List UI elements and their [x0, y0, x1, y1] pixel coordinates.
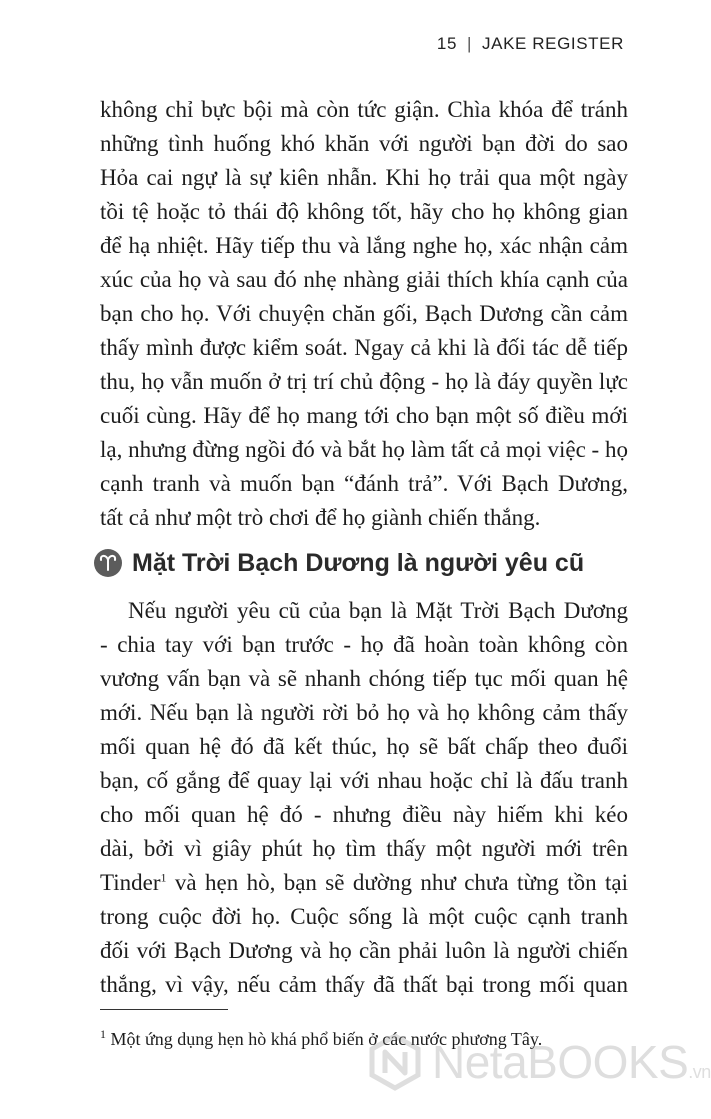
- text-line: cuối cùng. Hãy để họ mang tới cho bạn một số điều mới: [100, 403, 628, 428]
- text-line: cho mối quan hệ đó - nhưng điều này hiếm khi kéo: [100, 802, 628, 827]
- footnote-divider: [100, 1009, 228, 1010]
- text-line: đối với Bạch Dương và họ cần phải luôn là người chiến: [100, 938, 628, 963]
- text-line: thấy mình được kiểm soát. Ngay cả khi là đối tác dễ tiếp: [100, 335, 628, 360]
- text-line: những tình huống khó khăn với người bạn đời do sao: [100, 131, 628, 156]
- watermark-brand: [432, 1035, 711, 1089]
- watermark: [366, 1030, 711, 1094]
- text-line: - chia tay với bạn trước - họ đã hoàn toàn không còn: [100, 632, 628, 657]
- text-line: thắng, vì vậy, nếu cảm thấy đã thất bại trong mối quan: [100, 972, 628, 997]
- paragraph-intro: [100, 93, 628, 535]
- text-line: lạ, nhưng đừng ngồi đó và bắt họ làm tất cả mọi việc - họ: [100, 437, 628, 462]
- section-title: Mặt Trời Bạch Dương là người yêu cũ: [132, 548, 585, 577]
- text-line: để hạ nhiệt. Hãy tiếp thu và lắng nghe họ, xác nhận cảm: [100, 233, 628, 258]
- aries-icon: [94, 549, 122, 577]
- text-line: bạn, cố gắng để quay lại với nhau hoặc chỉ là đấu tranh: [100, 768, 628, 793]
- author-name: JAKE REGISTER: [482, 34, 624, 53]
- text-line: thu, họ vẫn muốn ở trị trí chủ động - họ là đáy quyền lực: [100, 369, 628, 394]
- footnote-reference[interactable]: 1: [160, 870, 167, 885]
- watermark-tld: .vn: [688, 1062, 711, 1082]
- text-fragment: và hẹn hò, bạn sẽ dường như chưa từng tồn tại: [166, 870, 628, 895]
- netabooks-logo-icon: [366, 1033, 424, 1091]
- section-heading: [94, 545, 584, 581]
- text-line: tất cả như một trò chơi để họ giành chiến thắng.: [100, 505, 541, 530]
- text-line: cạnh tranh và muốn bạn “đánh trả”. Với Bạch Dương,: [100, 471, 628, 496]
- text-line: bạn cho họ. Với chuyện chăn gối, Bạch Dương cần cảm: [100, 301, 628, 326]
- text-line: dài, bởi vì giây phút họ tìm thấy một người mới trên: [100, 836, 628, 861]
- watermark-brand-name: NetaBOOKS: [432, 1036, 689, 1088]
- text-line: Hỏa cai ngự là sự kiên nhẫn. Khi họ trải qua một ngày: [100, 165, 628, 190]
- header-separator: |: [467, 34, 473, 53]
- text-line: Nếu người yêu cũ của bạn là Mặt Trời Bạch Dương: [128, 598, 628, 623]
- text-line: mối quan hệ đó đã kết thúc, họ sẽ bất chấp theo đuổi: [100, 734, 628, 759]
- text-line: xúc của họ và sau đó nhẹ nhàng giải thích khía cạnh của: [100, 267, 628, 292]
- text-line: mới. Nếu bạn là người rời bỏ họ và họ không cảm thấy: [100, 700, 628, 725]
- footnote-text: Một ứng dụng hẹn hò khá phổ biến ở các nước phương Tây.: [106, 1029, 543, 1049]
- footnote-number: 1: [100, 1027, 106, 1041]
- paragraph-ex-lover: [100, 594, 628, 1002]
- text-line-with-footnote-ref: [100, 866, 628, 900]
- text-line: vương vấn bạn và sẽ nhanh chóng tiếp tục mối quan hệ: [100, 666, 628, 691]
- text-fragment: Tinder: [100, 870, 161, 895]
- text-line: trong cuộc đời họ. Cuộc sống là một cuộc cạnh tranh: [100, 904, 628, 929]
- text-line: không chỉ bực bội mà còn tức giận. Chìa khóa để tránh: [100, 97, 628, 122]
- text-line: tồi tệ hoặc tỏ thái độ không tốt, hãy cho họ không gian: [100, 199, 628, 224]
- page-number: 15: [436, 34, 458, 53]
- running-header: [437, 34, 624, 54]
